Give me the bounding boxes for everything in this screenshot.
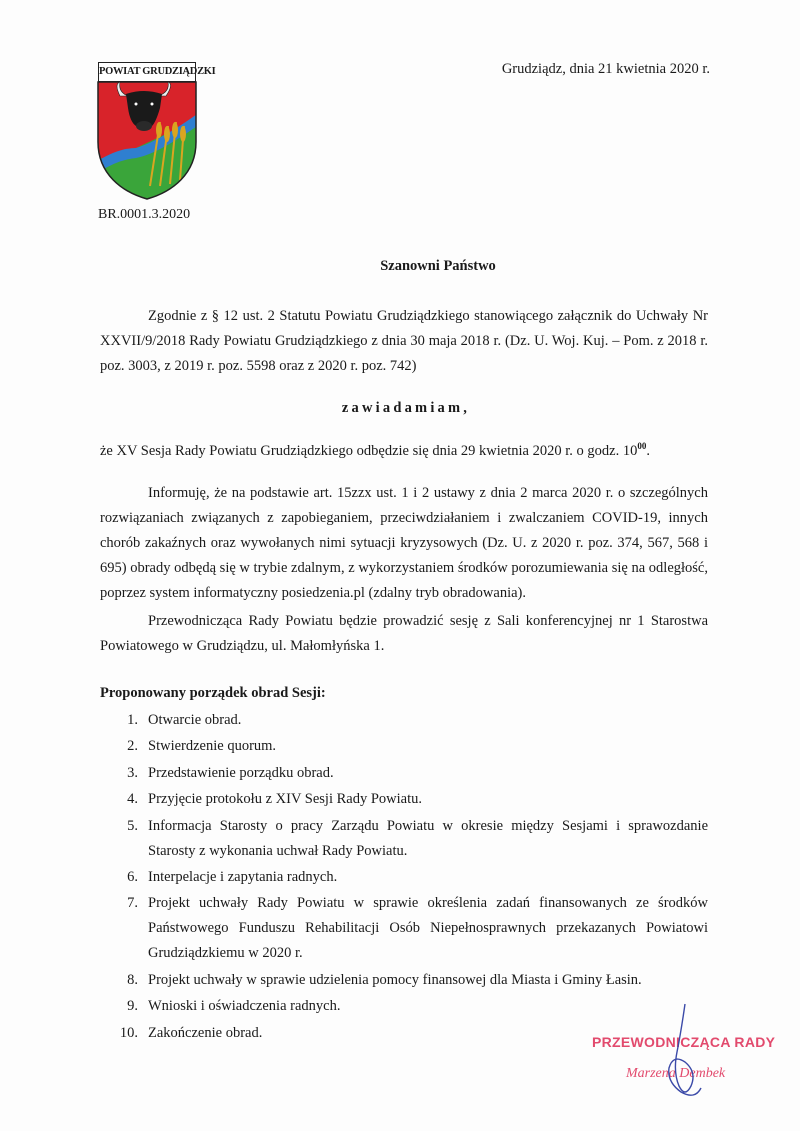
agenda-item xyxy=(100,787,708,812)
info-text: Informuję, że na podstawie art. 15zzx ust. 1 i 2 ustawy z dnia 2 marca 2020 r. o szczególnych rozwiązaniach związanych z zapobieganiem, przeciwdziałaniem i zwalczaniem COVID-19, innych chorób zakaźnych oraz wywołanych nimi sytuacji kryzysowych (Dz. U. z 2020 r. poz. 374, 567, 568 i 695) obrady odbędą się w trybie zdalnym, z wykorzystaniem środków porozumiewania się na odległość, poprzez system informatyczny posiedzenia.pl (zdalny tryb obradowania). xyxy=(100,485,708,601)
agenda-item-text: Interpelacje i zapytania radnych. xyxy=(148,868,338,885)
agenda-item-number: 7. xyxy=(127,895,138,912)
agenda-item xyxy=(100,708,708,733)
agenda-item xyxy=(100,994,708,1019)
agenda-item-number: 9. xyxy=(127,998,138,1015)
meeting-announcement xyxy=(100,441,650,460)
stamp-name: Marzena Dembek xyxy=(626,1066,726,1081)
chair-text: Przewodnicząca Rady Powiatu będzie prowadzić sesję z Sali konferencyjnej nr 1 Starostwa Powiatowego w Grudziądzu, ul. Małomłyńska 1. xyxy=(100,613,708,654)
agenda-item-number: 8. xyxy=(127,971,138,988)
coat-of-arms xyxy=(96,58,216,200)
agenda-title: Proponowany porządek obrad Sesji: xyxy=(100,685,326,701)
salutation: Szanowni Państwo xyxy=(380,258,496,274)
meeting-minutes: 00 xyxy=(637,441,647,451)
notify-heading: zawiadamiam, xyxy=(341,400,471,416)
meeting-end: . xyxy=(646,443,650,459)
reference-number: BR.0001.3.2020 xyxy=(98,207,191,222)
agenda-item-text: Stwierdzenie quorum. xyxy=(148,738,277,755)
agenda-item-text: Projekt uchwały w sprawie udzielenia pomocy finansowej dla Miasta i Gminy Łasin. xyxy=(148,971,642,988)
agenda-list xyxy=(100,708,708,1047)
info-paragraph xyxy=(100,481,708,606)
agenda-item xyxy=(100,761,708,786)
agenda-item-number: 5. xyxy=(127,817,138,834)
chair-paragraph xyxy=(100,609,708,659)
intro-text: Zgodnie z § 12 ust. 2 Statutu Powiatu Grudziądzkiego stanowiącego załącznik do Uchwały Nr XXVII/9/2018 Rady Powiatu Grudziądzkiego z dnia 30 maja 2018 r. (Dz. U. Woj. Kuj. – Pom. z 2018 r. poz. 3003, z 2019 r. poz. 5598 oraz z 2020 r. poz. 742) xyxy=(100,308,708,374)
agenda-item-text: Otwarcie obrad. xyxy=(148,712,242,728)
agenda-item-number: 10. xyxy=(119,1024,138,1041)
stamp-title: PRZEWODNICZĄCA RADY xyxy=(592,1034,776,1050)
agenda-item xyxy=(100,814,708,864)
agenda-item-text: Informacja Starosty o pracy Zarządu Powiatu w okresie między Sesjami i sprawozdanie Starosty z wykonania uchwał Rady Powiatu. xyxy=(148,817,708,859)
agenda-item-text: Wnioski i oświadczenia radnych. xyxy=(148,998,341,1015)
agenda-item-number: 1. xyxy=(127,712,138,728)
agenda-item-text: Przyjęcie protokołu z XIV Sesji Rady Powiatu. xyxy=(148,791,422,808)
agenda-item-number: 6. xyxy=(127,868,138,885)
agenda-item xyxy=(100,865,708,890)
agenda-item xyxy=(100,968,708,993)
agenda-item-text: Przedstawienie porządku obrad. xyxy=(148,764,334,781)
crest-label: POWIAT GRUDZIĄDZKI xyxy=(98,62,196,82)
agenda-item-number: 2. xyxy=(127,738,138,755)
crest-shield-icon xyxy=(96,82,200,200)
meeting-text: że XV Sesja Rady Powiatu Grudziądzkiego odbędzie się dnia 29 kwietnia 2020 r. o godz. 10 xyxy=(100,443,638,459)
agenda-item xyxy=(100,891,708,966)
agenda-item-number: 4. xyxy=(127,791,138,808)
agenda-item-text: Zakończenie obrad. xyxy=(148,1024,263,1041)
intro-paragraph xyxy=(100,304,708,379)
agenda-item-number: 3. xyxy=(127,764,138,781)
document-date: Grudziądz, dnia 21 kwietnia 2020 r. xyxy=(501,61,710,77)
signature-icon xyxy=(655,1002,715,1102)
agenda-item-text: Projekt uchwały Rady Powiatu w sprawie określenia zadań finansowanych ze środków Państwowego Funduszu Rehabilitacji Osób Niepełnosprawnych przekazanych Powiatowi Grudziądzkiemu w 2020 r. xyxy=(148,895,708,962)
agenda-item xyxy=(100,734,708,759)
